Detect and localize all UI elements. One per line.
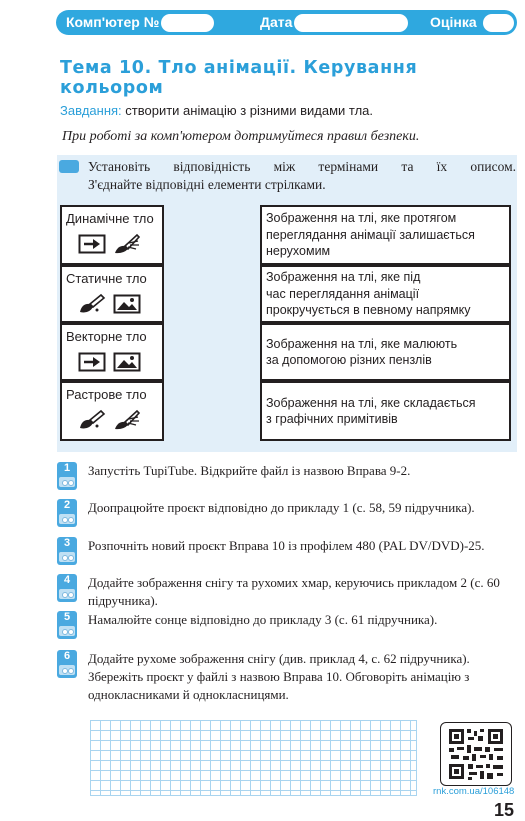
definition-item[interactable] xyxy=(260,381,511,441)
image-icon xyxy=(113,351,141,373)
date-field[interactable] xyxy=(294,14,408,32)
step-number: 6 xyxy=(63,650,71,662)
definition-item[interactable] xyxy=(260,323,511,381)
qr-code-frame xyxy=(440,722,512,786)
definition-text: Зображення на тлі, яке малюють за допомогою різних пензлів xyxy=(266,336,458,367)
computer-label: Комп'ютер № xyxy=(66,14,160,30)
qr-code-icon xyxy=(441,723,511,785)
step-dots-icon xyxy=(59,589,75,599)
term-label: Статичне тло xyxy=(66,271,147,286)
step-badge xyxy=(57,611,77,639)
step-dots-icon xyxy=(59,552,75,562)
step-badge xyxy=(57,499,77,527)
definition-item[interactable] xyxy=(260,265,511,323)
term-label: Векторне тло xyxy=(66,329,147,344)
topic-title: Тема 10. Тло анімації. Керування кольором xyxy=(60,58,418,98)
definition-text: Зображення на тлі, яке протягом переглядання анімації залишається нерухомим xyxy=(266,211,475,259)
step-dots-icon xyxy=(59,665,75,675)
step-number: 3 xyxy=(63,537,71,549)
step-badge xyxy=(57,650,77,678)
grade-label: Оцінка xyxy=(430,14,477,30)
step-text: Розпочніть новий проєкт Вправа 10 із профілем 480 (PAL DV/DVD)-25. xyxy=(88,538,485,553)
step-number: 5 xyxy=(63,611,71,623)
image-icon xyxy=(113,293,141,315)
exercise-instructions xyxy=(88,158,516,194)
computer-number-field[interactable] xyxy=(161,14,214,32)
step-text: Додайте зображення снігу та рухомих хмар, керуючись прикладом 2 (с. 60 підручника). xyxy=(88,575,500,608)
step-number: 2 xyxy=(63,499,71,511)
step-number: 1 xyxy=(63,462,71,474)
definition-text: Зображення на тлі, яке складається з графічних примітивів xyxy=(266,395,476,426)
safety-note: При роботі за комп'ютером дотримуйтеся правил безпеки. xyxy=(62,129,420,144)
exercise-line-2: З'єднайте відповідні елементи стрілками. xyxy=(88,177,326,192)
exercise-badge xyxy=(59,160,79,173)
task-label: Завдання: xyxy=(60,103,122,118)
brush-icon xyxy=(113,409,141,431)
qr-link[interactable]: rnk.com.ua/106148 xyxy=(433,786,515,797)
step-badge xyxy=(57,574,77,602)
notes-grid[interactable] xyxy=(90,720,417,796)
definition-item[interactable] xyxy=(260,205,511,265)
page-number: 15 xyxy=(494,800,515,820)
step-text: Додайте рухоме зображення снігу (див. приклад 4, с. 62 підручника). Збережіть проєкт у файлі з назвою Вправа 10. Обговоріть анімацію з однокласниками й однокласницями. xyxy=(88,651,470,702)
step-badge xyxy=(57,462,77,490)
definition-text: Зображення на тлі, яке під час переглядання анімації прокручується в певному напрямку xyxy=(266,270,471,318)
term-label: Динамічне тло xyxy=(66,211,154,226)
date-label: Дата xyxy=(260,14,293,30)
step-dots-icon xyxy=(59,514,75,524)
step-text: Запустіть TupiTube. Відкрийте файл із назвою Вправа 9-2. xyxy=(88,463,411,478)
task-text: створити анімацію з різними видами тла. xyxy=(121,103,374,118)
step-badge xyxy=(57,537,77,565)
step-dots-icon xyxy=(59,626,75,636)
term-dynamic-background[interactable] xyxy=(60,205,164,265)
step-text: Доопрацюйте проєкт відповідно до прикладу 1 (с. 58, 59 підручника). xyxy=(88,500,475,515)
brush-icon xyxy=(113,233,141,255)
term-raster-background[interactable] xyxy=(60,381,164,441)
paint-brush-icon xyxy=(78,293,106,315)
task-line xyxy=(60,103,373,118)
paint-brush-icon xyxy=(78,409,106,431)
term-static-background[interactable] xyxy=(60,265,164,323)
step-dots-icon xyxy=(59,477,75,487)
term-label: Растрове тло xyxy=(66,387,147,402)
arrow-box-icon xyxy=(78,351,106,373)
exercise-line-1: Установіть відповідність між термінами та їх описом. xyxy=(88,159,516,174)
step-number: 4 xyxy=(63,574,71,586)
arrow-box-icon xyxy=(78,233,106,255)
term-vector-background[interactable] xyxy=(60,323,164,381)
step-text: Намалюйте сонце відповідно до прикладу 3 (с. 61 підручника). xyxy=(88,612,438,627)
grade-field[interactable] xyxy=(483,14,514,32)
